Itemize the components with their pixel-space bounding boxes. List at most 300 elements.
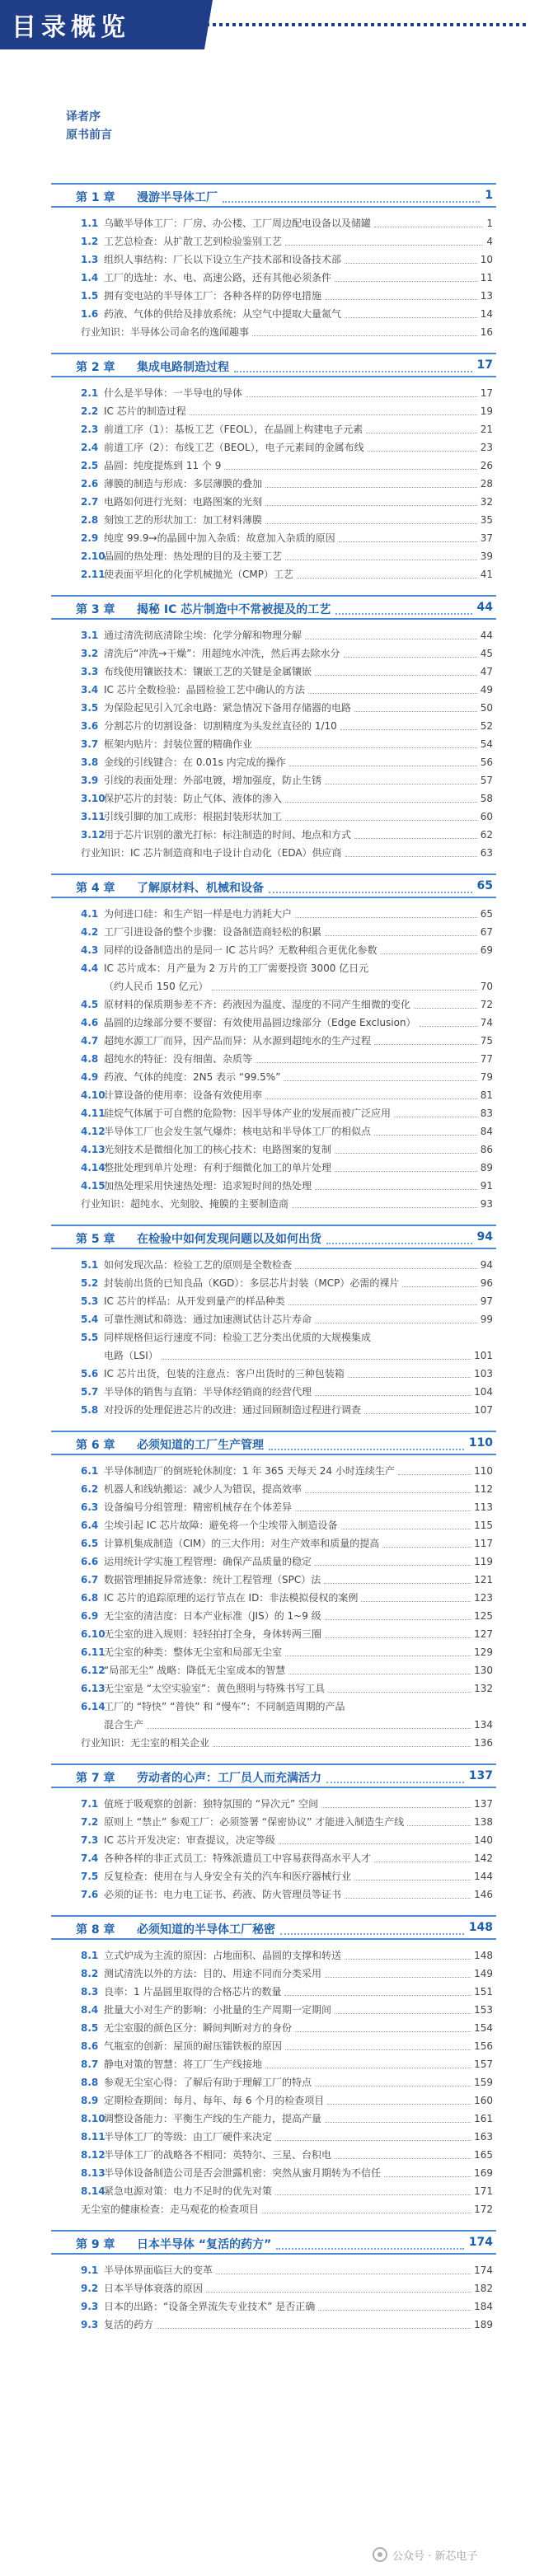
entry-title: IC 芯片开发决定：审查提议，决定等级 [104,1834,275,1846]
entry-page: 153 [474,2004,493,2016]
entry-title: 电路（LSI） [104,1350,158,1361]
entry-title: 计算设备的使用率：设备有效使用率 [104,1089,263,1101]
chapter-title: 日本半导体 “复活的药方” [137,2238,272,2251]
toc-entry[interactable] [51,214,496,232]
dot-leader [269,1449,464,1450]
dot-leader [315,1395,471,1396]
toc-entry[interactable] [51,1383,496,1401]
toc-entry[interactable] [51,905,496,923]
industry-note-entry[interactable] [51,1195,496,1213]
dot-leader [340,729,477,730]
entry-page: 171 [474,2185,493,2197]
toc-entry[interactable] [51,438,496,457]
entry-number: 5.8 [81,1404,99,1416]
entry-page: 165 [474,2149,493,2161]
toc-entry[interactable] [51,1159,496,1177]
dot-leader [224,469,477,470]
toc-entry[interactable] [51,232,496,251]
chapter-number: 第 8 章 [76,1923,115,1937]
toc-entry[interactable] [51,1831,496,1849]
entry-page: 26 [480,460,493,471]
entry-number: 2.9 [81,532,99,544]
toc-entry[interactable] [51,789,496,808]
toc-entry[interactable] [51,771,496,789]
toc-entry[interactable] [51,735,496,753]
dot-leader [325,784,477,785]
chapter-number: 第 4 章 [76,882,115,895]
toc-entry[interactable] [51,402,496,420]
entry-number: 6.6 [81,1556,99,1567]
toc-entry[interactable] [51,1589,496,1607]
entry-number: 3.11 [81,811,106,822]
entry-page: 57 [480,775,493,786]
entry-title: 无尘室的种类：整体无尘室和局部无尘室 [104,1646,283,1658]
dot-leader [414,1008,477,1009]
entry-page: 110 [474,1465,493,1477]
toc-entry[interactable] [51,305,496,323]
entry-title: 批量大小对生产的影响：小批量的生产周期一定期间 [104,2004,332,2016]
toc-entry[interactable] [51,2037,496,2055]
toc-entry[interactable] [51,1086,496,1104]
chapter-number: 第 6 章 [76,1439,115,1452]
entry-page: 129 [474,1646,493,1658]
entry-page: 1 [486,218,493,229]
dot-leader [361,1601,471,1602]
toc-entry[interactable] [51,2182,496,2200]
dot-leader [213,1746,471,1747]
toc-entry[interactable] [51,1274,496,1292]
dot-leader [354,711,477,712]
toc-entry[interactable] [51,753,496,771]
toc-entry[interactable] [51,1177,496,1195]
toc-entry-continuation[interactable] [51,1347,496,1365]
chapter-page: 137 [468,1769,493,1782]
entry-number: 3.8 [81,756,99,768]
entry-title: 金线的引线键合：在 0.01s 内完成的操作 [104,756,286,768]
entry-number: 4.2 [81,926,99,938]
toc-entry[interactable] [51,681,496,699]
toc-entry[interactable] [51,1553,496,1571]
entry-page: 21 [480,424,493,435]
wechat-icon [373,2547,387,2562]
entry-page: 50 [480,702,493,714]
toc-entry[interactable] [51,2019,496,2037]
dot-leader [315,2086,471,2087]
toc-entry[interactable] [51,1946,496,1965]
toc-entry[interactable] [51,269,496,287]
entry-number: 6.2 [81,1483,99,1495]
entry-title: 同样规格但运行速度不同：检验工艺分类出优质的大规模集成 [104,1332,372,1343]
toc-entry[interactable] [51,941,496,959]
entry-page: 160 [474,2095,493,2106]
dot-leader [285,245,483,246]
chapter-heading[interactable] [51,183,496,208]
entry-number: 3.3 [81,666,99,677]
entry-title: IC 芯片的制造过程 [104,405,186,417]
toc-entry[interactable] [51,1480,496,1498]
toc-entry[interactable] [51,2146,496,2164]
entry-page: 113 [474,1501,493,1513]
toc-entry[interactable] [51,384,496,402]
dot-leader [382,1547,471,1548]
entry-page: 172 [474,2204,493,2215]
entry-page: 54 [480,738,493,750]
toc-entry[interactable] [51,699,496,717]
chapter-number: 第 5 章 [76,1233,115,1246]
entry-title: 日本的出路：“设备全界流失专业技术” 是否正确 [104,2301,316,2312]
toc-entry[interactable] [51,1534,496,1553]
toc-entry[interactable] [51,1516,496,1534]
entry-number: 4.8 [81,1053,99,1065]
entry-number: 3.5 [81,702,99,714]
entry-number: 8.11 [81,2131,106,2143]
toc-entry[interactable] [51,1571,496,1589]
entry-number: 6.7 [81,1574,99,1585]
entry-number: 8.5 [81,2022,99,2034]
dot-leader [285,2049,471,2050]
toc-entry[interactable] [51,995,496,1014]
toc-entry[interactable] [51,493,496,511]
entry-number: 5.7 [81,1386,99,1398]
entry-title: 良率：1 片晶圆里取得的合格芯片的数量 [104,1986,282,1998]
toc-entry[interactable] [51,1498,496,1516]
entry-page: 121 [474,1574,493,1585]
entry-title: IC 芯片出货，包装的注意点：客户出货时的三种包装箱 [104,1368,345,1379]
entry-title: 硅烷气体属于可自燃的危险物：因半导体产业的发展而被广泛应用 [104,1108,392,1119]
entry-title: 半导体工厂的等级：由工厂硬件来决定 [104,2131,273,2143]
toc-entry[interactable] [51,1365,496,1383]
industry-note-entry[interactable] [51,323,496,341]
toc-entry[interactable] [51,2297,496,2316]
entry-title: 什么是半导体：一半导电的导体 [104,387,243,399]
toc-entry[interactable] [51,287,496,305]
entry-page: 144 [474,1871,493,1882]
entry-title: 日本半导体衰落的原因 [104,2283,204,2294]
toc-entry[interactable] [51,511,496,529]
entry-number: 6.12 [81,1665,106,1676]
entry-title: IC 芯片成本：月产量为 2 万片的工厂需要投资 3000 亿日元 [104,962,369,974]
dot-leader [381,953,477,954]
entry-number: 2.2 [81,405,99,417]
toc-entry[interactable] [51,959,496,977]
dot-leader [335,1171,477,1172]
toc-entry[interactable] [51,1965,496,1983]
toc-entry[interactable] [51,1328,496,1347]
entry-page: 136 [474,1737,493,1749]
toc-entry[interactable] [51,1050,496,1068]
toc-entry[interactable] [51,1140,496,1159]
entry-page: 23 [480,442,493,453]
entry-title: 行业知识：超纯水、光刻胶、掩膜的主要制造商 [81,1198,289,1210]
toc-entry[interactable] [51,2091,496,2110]
toc-entry-continuation[interactable] [51,1716,496,1734]
toc-entry[interactable] [51,1310,496,1328]
entry-number: 3.4 [81,684,99,696]
toc-entry[interactable] [51,475,496,493]
entry-title: （约人民币 150 亿元） [104,981,209,992]
entry-number: 7.6 [81,1889,99,1900]
chapter-title: 集成电路制造过程 [137,361,229,374]
entry-page: 169 [474,2167,493,2179]
entry-page: 115 [474,1520,493,1531]
title-banner [0,0,544,49]
toc-entry[interactable] [51,717,496,735]
toc-entry[interactable] [51,2073,496,2091]
entry-title: 通过清洗彻底清除尘埃：化学分解和物理分解 [104,630,302,641]
toc-entry[interactable] [51,2110,496,2128]
toc-entry[interactable] [51,1014,496,1032]
entry-number: 1.1 [81,218,99,229]
entry-page: 86 [480,1144,493,1155]
entry-title: 乌瞰半导体工厂：厂房、办公楼、工厂周边配电设备以及储罐 [104,218,372,229]
dot-leader [335,1153,477,1154]
entry-title: 半导体的销售与直销：半导体经销商的经营代理 [104,1386,312,1398]
entry-title: 药液、气体的供给及排放系统：从空气中提取大量氮气 [104,308,342,320]
toc-entry[interactable] [51,1661,496,1679]
toc-entry[interactable] [51,1698,496,1716]
entry-number: 4.4 [81,962,99,974]
dot-leader [285,820,477,821]
toc-entry[interactable] [51,1643,496,1661]
entry-number: 5.3 [81,1295,99,1307]
toc-entry[interactable] [51,457,496,475]
entry-title: 反复检查：使用在与人身安全有关的汽车和医疗器械行业 [104,1871,352,1882]
entry-page: 44 [480,630,493,641]
entry-page: 35 [480,514,493,526]
title-box [0,0,204,49]
entry-title: 调整设备能力：平衡生产线的生产能力，提高产量 [104,2113,322,2124]
entry-page: 138 [474,1816,493,1828]
dot-leader [292,1207,477,1208]
entry-title: 晶圆的热处理：热处理的目的及主要工艺 [104,550,283,562]
dot-leader [265,487,477,488]
entry-title: 用于芯片识别的激光打标：标注制造的时间、地点和方式 [104,829,352,841]
toc-entry[interactable] [51,1625,496,1643]
entry-page: 159 [474,2077,493,2088]
entry-number: 8.9 [81,2095,99,2106]
entry-number: 3.2 [81,648,99,659]
entry-page: 13 [480,290,493,302]
toc-entry[interactable] [51,2279,496,2297]
entry-number: 1.2 [81,236,99,247]
entry-page: 14 [480,308,493,320]
toc-entry[interactable] [51,826,496,844]
entry-title: 尘埃引起 IC 芯片故障：避免将一个尘埃带入制造设备 [104,1520,338,1531]
toc-entry[interactable] [51,565,496,583]
toc-entry[interactable] [51,1849,496,1867]
entry-page: 94 [480,1259,493,1271]
entry-page: 154 [474,2022,493,2034]
entry-title: 为保险起见引入冗余电路：紧急情况下备用存储器的电路 [104,702,352,714]
entry-number: 4.9 [81,1071,99,1083]
toc-entry[interactable] [51,2261,496,2279]
entry-number: 1.5 [81,290,99,302]
entry-title: 纯度 99.9→的晶圆中加入杂质：故意加入杂质的原因 [104,532,335,544]
entry-number: 4.10 [81,1089,106,1101]
toc-entry[interactable] [51,626,496,644]
toc-entry[interactable] [51,663,496,681]
entry-title: 紧急电源对策：电力不足时的优先对策 [104,2185,273,2197]
toc-entry[interactable] [51,2001,496,2019]
dot-leader [345,1959,471,1960]
chapter-heading[interactable] [51,595,496,620]
toc-entry-continuation[interactable] [51,977,496,995]
dot-leader [276,2248,464,2250]
entry-page: 134 [474,1719,493,1731]
entry-title: IC 芯片全数检验：晶圆检验工艺中确认的方法 [104,684,305,696]
entry-number: 8.4 [81,2004,99,2016]
dot-leader [345,856,477,857]
chapter-heading[interactable] [51,353,496,377]
entry-page: 10 [480,254,493,265]
entry-title: 计算机集成制造（CIM）的三大作用：对生产效率和质量的提高 [104,1538,380,1549]
entry-page: 4 [486,236,493,247]
entry-number: 2.4 [81,442,99,453]
entry-title: “局部无尘” 战略：降低无尘室成本的智慧 [104,1665,286,1676]
toc-entry[interactable] [51,420,496,438]
dot-leader [246,396,477,397]
toc-entry[interactable] [51,1795,496,1813]
entry-page: 123 [474,1592,493,1604]
chapter-heading[interactable] [51,1763,496,1788]
entry-number: 6.11 [81,1646,106,1658]
chapter-page: 148 [468,1921,493,1934]
entry-title: 无尘室的进入规则：轻轻拍打全身，身体转两三圈 [104,1628,322,1640]
entry-number: 2.5 [81,460,99,471]
chapter-heading[interactable] [51,1915,496,1940]
entry-number: 8.14 [81,2185,106,2197]
dot-leader [212,990,477,991]
entry-number: 4.12 [81,1126,106,1137]
entry-title: 无尘室服的颜色区分：瞬间判断对方的身份 [104,2022,293,2034]
entry-number: 5.6 [81,1368,99,1379]
entry-page: 75 [480,1035,493,1047]
entry-number: 6.5 [81,1538,99,1549]
entry-page: 189 [474,2319,493,2330]
front-matter-item[interactable]: 原书前言 [66,129,112,142]
entry-page: 182 [474,2283,493,2294]
toc-entry[interactable] [51,251,496,269]
dot-leader [295,1510,471,1511]
toc-entry[interactable] [51,1813,496,1831]
entry-page: 117 [474,1538,493,1549]
dot-leader [315,675,477,676]
toc-entry[interactable] [51,1068,496,1086]
toc-entry[interactable] [51,2316,496,2334]
toc-entry[interactable] [51,644,496,663]
dot-leader [275,2140,471,2141]
entry-page: 56 [480,756,493,768]
entry-title: 布线使用镶嵌技术：镶嵌工艺的关键是金属镶嵌 [104,666,312,677]
entry-page: 163 [474,2131,493,2143]
industry-note-entry[interactable] [51,1734,496,1752]
toc-entry[interactable] [51,1292,496,1310]
toc-entry[interactable] [51,808,496,826]
toc-entry[interactable] [51,1607,496,1625]
dot-leader [335,2158,471,2159]
watermark-text: 公众号 · 新芯电子 [392,2550,478,2563]
entry-page: 37 [480,532,493,544]
toc-entry[interactable] [51,1256,496,1274]
entry-page: 63 [480,847,493,859]
toc-entry[interactable] [51,1401,496,1419]
entry-page: 112 [474,1483,493,1495]
toc-entry[interactable] [51,1462,496,1480]
entry-number: 7.1 [81,1798,99,1810]
chapter-heading[interactable] [51,1225,496,1249]
toc-entry[interactable] [51,1122,496,1140]
toc-entry[interactable] [51,923,496,941]
entry-page: 148 [474,1950,493,1961]
industry-note-entry[interactable] [51,844,496,862]
entry-title: 分割芯片的切割设备：切割精度为头发丝直径的 1/10 [104,720,337,732]
entry-page: 93 [480,1198,493,1210]
chapter-heading[interactable] [51,1431,496,1455]
entry-page: 45 [480,648,493,659]
toc-entry[interactable] [51,1885,496,1904]
toc-entry[interactable] [51,2128,496,2146]
dot-leader [256,747,477,748]
entry-page: 137 [474,1798,493,1810]
entry-number: 3.1 [81,630,99,641]
entry-title: 无尘室的健康检查：走马观花的检查项目 [81,2204,260,2215]
industry-note-entry[interactable] [51,2200,496,2218]
dot-leader [335,613,472,615]
entry-number: 6.4 [81,1520,99,1531]
entry-number: 6.9 [81,1610,99,1622]
toc-entry[interactable] [51,1867,496,1885]
entry-number: 5.1 [81,1259,99,1271]
entry-page: 49 [480,684,493,696]
chapter-heading[interactable] [51,873,496,898]
entry-page: 130 [474,1665,493,1676]
toc-entry[interactable] [51,2164,496,2182]
toc-entry[interactable] [51,1679,496,1698]
entry-number: 2.3 [81,424,99,435]
dot-leader [374,1135,477,1136]
chapter-page: 44 [476,601,493,614]
dot-leader [345,317,477,318]
front-matter-item[interactable]: 译者序 [66,110,101,124]
toc-entry[interactable] [51,1104,496,1122]
entry-title: 加热处理采用快速热处理：追求短时间的热处理 [104,1180,312,1192]
toc-entry[interactable] [51,529,496,547]
entry-number: 9.3 [81,2319,99,2330]
entry-number: 8.13 [81,2167,106,2179]
entry-number: 5.5 [81,1332,99,1343]
dot-leader [335,2013,471,2014]
chapter-heading[interactable] [51,2230,496,2255]
entry-number: 5.2 [81,1277,99,1289]
entry-number: 8.12 [81,2149,106,2161]
entry-number: 4.7 [81,1035,99,1047]
entry-title: 半导体制造厂的倒班轮休制度：1 年 365 天每天 24 小时连续生产 [104,1465,395,1477]
entry-title: 组织人事结构：厂长以下设立生产技术部和设备技术部 [104,254,342,265]
toc-entry[interactable] [51,1032,496,1050]
entry-title: 为何进口硅：和生产铝一样是电力消耗大户 [104,908,293,920]
dot-leader [368,451,477,452]
dot-leader [339,541,477,542]
dot-leader [325,935,477,936]
toc-entry[interactable] [51,547,496,565]
entry-number: 6.13 [81,1683,106,1694]
dot-leader [265,505,477,506]
dot-leader [364,1413,471,1414]
toc-entry[interactable] [51,1983,496,2001]
dot-leader [407,1825,471,1826]
dot-leader [305,1492,471,1493]
toc-entry[interactable] [51,2055,496,2073]
